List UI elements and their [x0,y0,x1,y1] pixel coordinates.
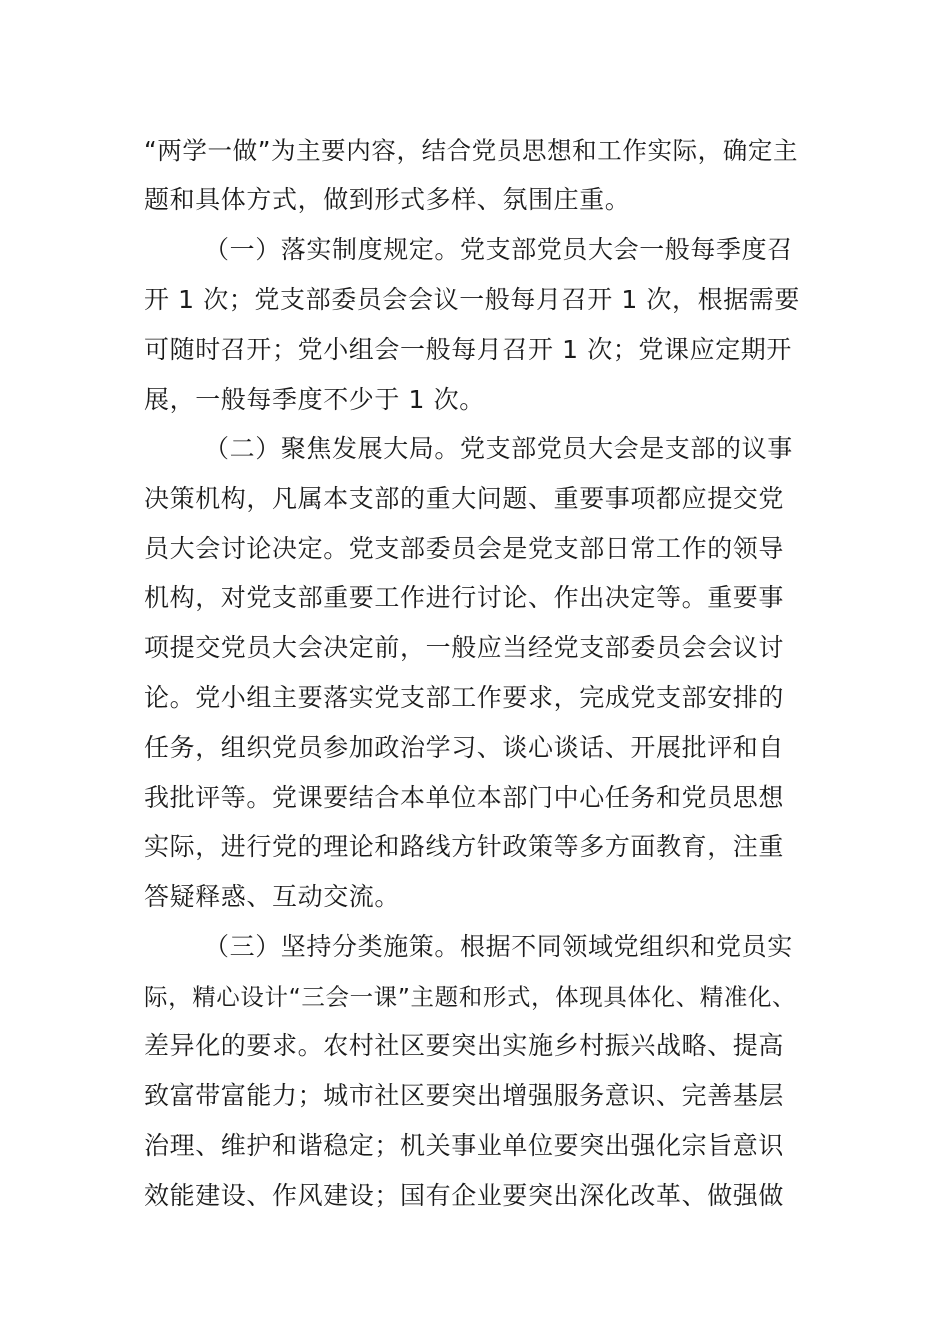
text-line: 际，精心设计“三会一课”主题和形式，体现具体化、精准化、 [144,983,797,1011]
text-line: 答疑释惑、互动交流。 [144,882,401,911]
section-heading-line: （三）坚持分类施策。根据不同领域党组织和党员实 [204,932,793,961]
text-line: 决策机构，凡属本支部的重大问题、重要事项都应提交党 [144,484,785,513]
text-line: “两学一做”为主要内容，结合党员思想和工作实际，确定主 [144,136,799,165]
text-line: 题和具体方式，做到形式多样、氛围庄重。 [144,185,631,214]
text-line: 我批评等。党课要结合本单位本部门中心任务和党员思想 [144,783,785,812]
text-line: 开 1 次；党支部委员会会议一般每月召开 1 次，根据需要 [144,285,801,314]
text-line: 差异化的要求。农村社区要突出实施乡村振兴战略、提高 [144,1031,785,1060]
text-line: 治理、维护和谐稳定；机关事业单位要突出强化宗旨意识 [144,1131,785,1160]
text-line: 效能建设、作风建设；国有企业要突出深化改革、做强做 [144,1181,785,1210]
text-line: 论。党小组主要落实党支部工作要求，完成党支部安排的 [144,683,785,712]
text-line: 项提交党员大会决定前，一般应当经党支部委员会会议讨 [144,633,785,662]
text-line: 任务，组织党员参加政治学习、谈心谈话、开展批评和自 [144,733,785,762]
text-line: 可随时召开；党小组会一般每月召开 1 次；党课应定期开 [144,335,793,364]
text-line: 致富带富能力；城市社区要突出增强服务意识、完善基层 [144,1081,785,1110]
text-line: 员大会讨论决定。党支部委员会是党支部日常工作的领导 [144,534,785,563]
text-line: 机构，对党支部重要工作进行讨论、作出决定等。重要事 [144,583,785,612]
text-line: 展，一般每季度不少于 1 次。 [144,385,485,414]
section-heading-line: （二）聚焦发展大局。党支部党员大会是支部的议事 [204,434,793,463]
section-heading-line: （一）落实制度规定。党支部党员大会一般每季度召 [204,235,793,264]
text-line: 实际，进行党的理论和路线方针政策等多方面教育，注重 [144,832,785,861]
